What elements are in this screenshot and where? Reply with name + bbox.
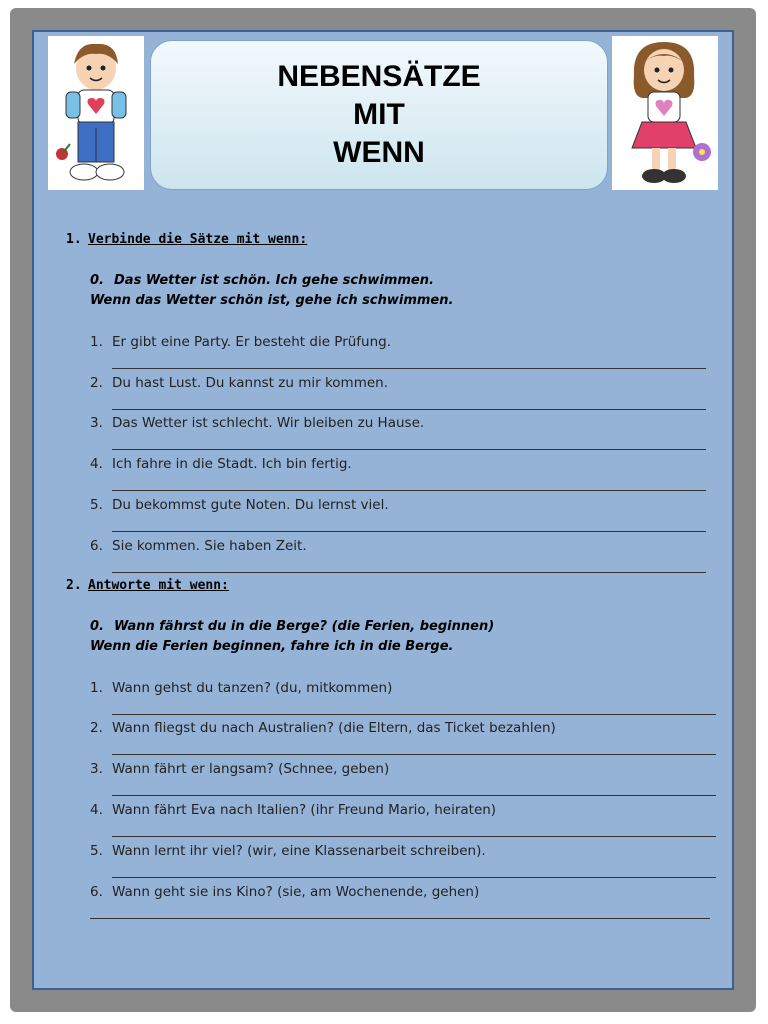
section-1-example-number: 0. <box>90 273 104 288</box>
item-number: 1. <box>90 680 103 696</box>
item-text: Wann geht sie ins Kino? (sie, am Wochenende, gehen) <box>112 884 480 900</box>
item-text: Das Wetter ist schlecht. Wir bleiben zu Hause. <box>112 415 425 431</box>
item-text: Wann gehst du tanzen? (du, mitkommen) <box>112 680 393 696</box>
answer-line[interactable] <box>112 836 716 837</box>
answer-line[interactable] <box>112 795 716 796</box>
item-text: Wann fährt er langsam? (Schnee, geben) <box>112 761 390 777</box>
boy-illustration <box>48 36 144 190</box>
item-number: 2. <box>90 375 103 391</box>
item-text: Sie kommen. Sie haben Zeit. <box>112 538 307 554</box>
section-1-heading <box>66 232 307 247</box>
section-1-number: 1. <box>66 232 82 247</box>
answer-line[interactable] <box>112 754 716 755</box>
list-item <box>90 884 479 900</box>
list-item <box>90 375 388 391</box>
section-2-example-number: 0. <box>90 619 104 634</box>
item-text: Du bekommst gute Noten. Du lernst viel. <box>112 497 389 513</box>
answer-line[interactable] <box>112 449 706 450</box>
list-item <box>90 680 392 696</box>
item-number: 2. <box>90 720 103 736</box>
list-item <box>90 802 496 818</box>
item-number: 6. <box>90 884 103 900</box>
title-line-3: WENN <box>333 136 425 169</box>
item-number: 5. <box>90 843 103 859</box>
answer-line[interactable] <box>90 918 710 919</box>
list-item <box>90 334 391 350</box>
answer-line[interactable] <box>112 531 706 532</box>
section-1-title: Verbinde die Sätze mit wenn: <box>88 232 308 247</box>
answer-line[interactable] <box>112 714 716 715</box>
title-line-1: NEBENSÄTZE <box>277 60 481 93</box>
section-2-example-answer: Wenn die Ferien beginnen, fahre ich in die Berge. <box>90 639 454 654</box>
item-text: Wann fährt Eva nach Italien? (ihr Freund Mario, heiraten) <box>112 802 497 818</box>
list-item <box>90 497 389 513</box>
title-line-2: MIT <box>353 98 405 131</box>
item-number: 6. <box>90 538 103 554</box>
answer-line[interactable] <box>112 877 716 878</box>
item-text: Er gibt eine Party. Er besteht die Prüfung. <box>112 334 392 350</box>
item-text: Wann fliegst du nach Australien? (die Eltern, das Ticket bezahlen) <box>112 720 556 736</box>
answer-line[interactable] <box>112 572 706 573</box>
list-item <box>90 538 307 554</box>
section-1-example-answer: Wenn das Wetter schön ist, gehe ich schwimmen. <box>90 293 454 308</box>
answer-line[interactable] <box>112 409 706 410</box>
section-2-heading <box>66 578 229 593</box>
item-number: 3. <box>90 415 103 431</box>
item-number: 5. <box>90 497 103 513</box>
section-2-example-prompt-text: Wann fährst du in die Berge? (die Ferien, beginnen) <box>114 619 495 634</box>
answer-line[interactable] <box>112 490 706 491</box>
item-text: Du hast Lust. Du kannst zu mir kommen. <box>112 375 388 391</box>
section-2-number: 2. <box>66 578 82 593</box>
item-number: 1. <box>90 334 103 350</box>
list-item <box>90 761 389 777</box>
section-1-example-prompt <box>90 273 434 288</box>
answer-line[interactable] <box>112 368 706 369</box>
item-text: Wann lernt ihr viel? (wir, eine Klassenarbeit schreiben). <box>112 843 486 859</box>
list-item <box>90 720 556 736</box>
title-box <box>150 40 608 190</box>
item-text: Ich fahre in die Stadt. Ich bin fertig. <box>112 456 352 472</box>
section-2-example-prompt <box>90 619 494 634</box>
worksheet <box>32 30 734 990</box>
list-item <box>90 415 424 431</box>
list-item <box>90 456 352 472</box>
item-number: 4. <box>90 456 103 472</box>
girl-illustration <box>612 36 718 190</box>
section-2-title: Antworte mit wenn: <box>88 578 229 593</box>
section-1-example-prompt-text: Das Wetter ist schön. Ich gehe schwimmen. <box>114 273 434 288</box>
list-item <box>90 843 486 859</box>
item-number: 4. <box>90 802 103 818</box>
item-number: 3. <box>90 761 103 777</box>
